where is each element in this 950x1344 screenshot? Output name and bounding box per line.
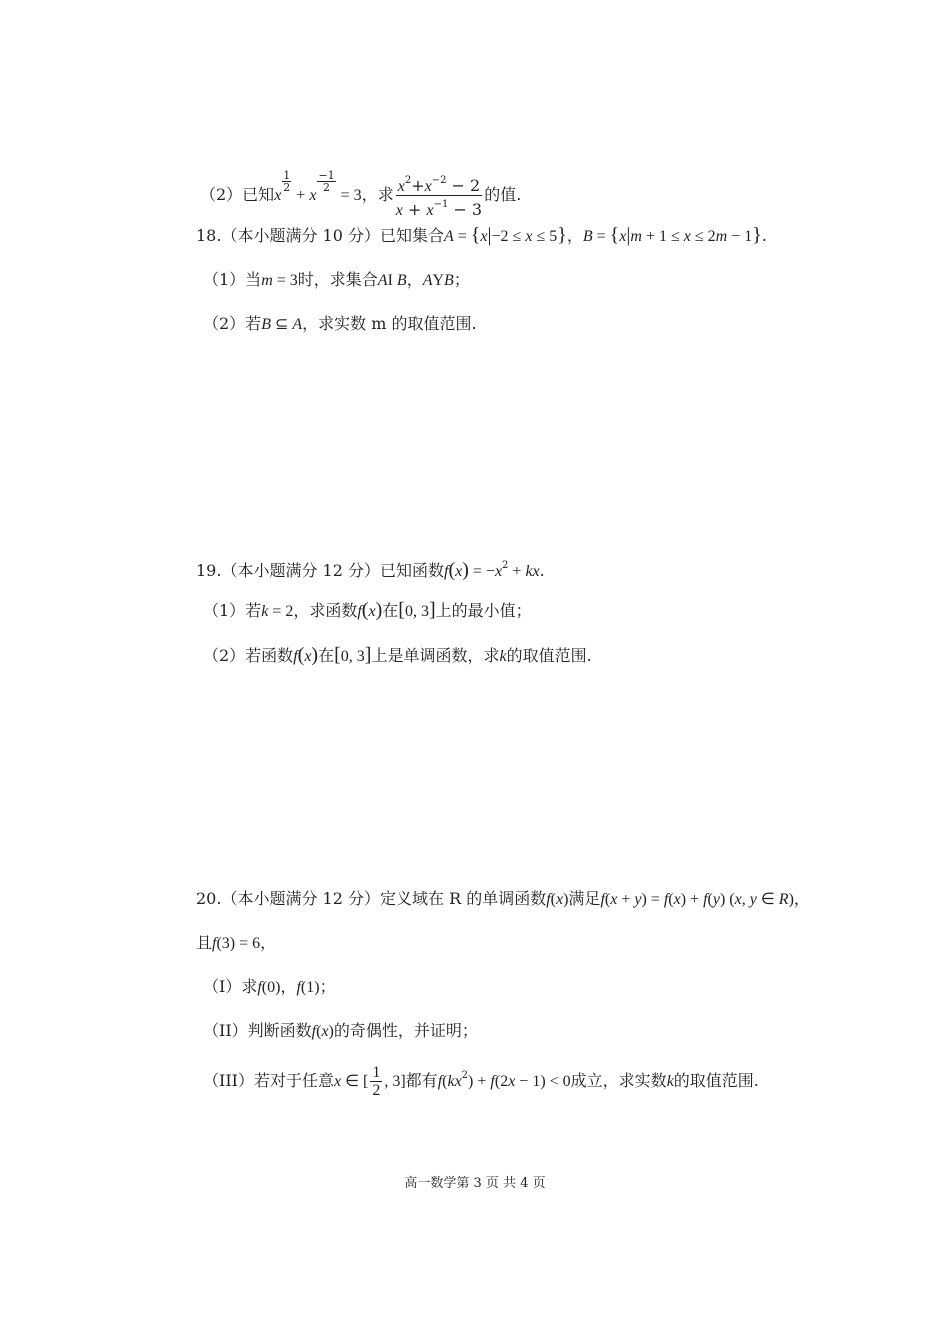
q18-header-text: 18.（本小题满分 10 分）已知集合: [196, 226, 444, 245]
q19-header-text: 19.（本小题满分 12 分）已知函数: [196, 561, 444, 580]
q20-half-fraction: $\frac{1}{2}$: [372, 1064, 381, 1099]
q18-part1-label: （1）当: [203, 270, 262, 289]
q20-part1: （I）求f(0)，f(1)；: [203, 977, 336, 996]
q19-part2: （2）若函数f(x)在[0, 3]上是单调函数，求k的取值范围.: [203, 644, 592, 666]
q19-part2-label: （2）若函数: [203, 646, 294, 665]
q17-fraction: $\frac{x^2+x^{-2} - 2}{x + x^{-1} - 3}$: [396, 172, 483, 219]
q20-part1-label: （I）求: [203, 977, 258, 996]
q20-part2-label: （II）判断函数: [203, 1021, 312, 1040]
q20-part2: （II）判断函数f(x)的奇偶性，并证明；: [203, 1021, 478, 1040]
q20-header: 20.（本小题满分 12 分）定义域在 R 的单调函数f(x)满足f(x + y) = f(x) + f(y) (x, y ∈ R)，: [196, 889, 810, 908]
q18-part1-mid: 时，求集合: [297, 270, 378, 289]
q18-part2-tail: ，求实数 m 的取值范围.: [302, 314, 477, 333]
q18-part1: （1）当m = 3时，求集合AI B，AYB；: [203, 270, 470, 289]
q17-part2-label: （2）已知: [200, 185, 275, 204]
q18-part2-label: （2）若: [203, 314, 262, 333]
q19-header: 19.（本小题满分 12 分）已知函数$f(x) = -x^2$ + kx.: [196, 559, 545, 581]
q20-part3-label: （III）若对于任意: [203, 1071, 334, 1090]
q20-header-text: 20.（本小题满分 12 分）定义域在 R 的单调函数: [196, 889, 547, 908]
q18-part2: （2）若B ⊆ A，求实数 m 的取值范围.: [203, 314, 477, 333]
q20-line2-text: 且: [196, 933, 213, 952]
q17-part2: （2）已知x $\frac{1}{2}$ + x $\frac{-1}{2}$ = 3，求 $\frac{x^2+x^{-2} - 2}{x + x^{-1} - 3}$ 的值.: [200, 169, 522, 219]
q20-line2: 且f(3) = 6，: [196, 933, 277, 952]
q19-part1-label: （1）若: [203, 601, 262, 620]
q20-part3: （III）若对于任意x ∈ [ $\frac{1}{2}$ , 3]都有$f(kx^2) + f(2x - 1) < 0$成立，求实数k的取值范围.: [203, 1064, 759, 1099]
q17-part2-tail: 的值.: [484, 185, 522, 204]
q17-part2-mid: ，求: [361, 185, 394, 204]
q19-part1: （1）若k = 2，求函数f(x)在[0, 3]上的最小值；: [203, 599, 532, 621]
q18-header: 18.（本小题满分 10 分）已知集合A = {x|−2 ≤ x ≤ 5}，B = {x|m + 1 ≤ x ≤ 2m − 1}.: [196, 224, 767, 246]
page-footer: 高一数学第 3 页 共 4 页: [404, 1176, 546, 1191]
